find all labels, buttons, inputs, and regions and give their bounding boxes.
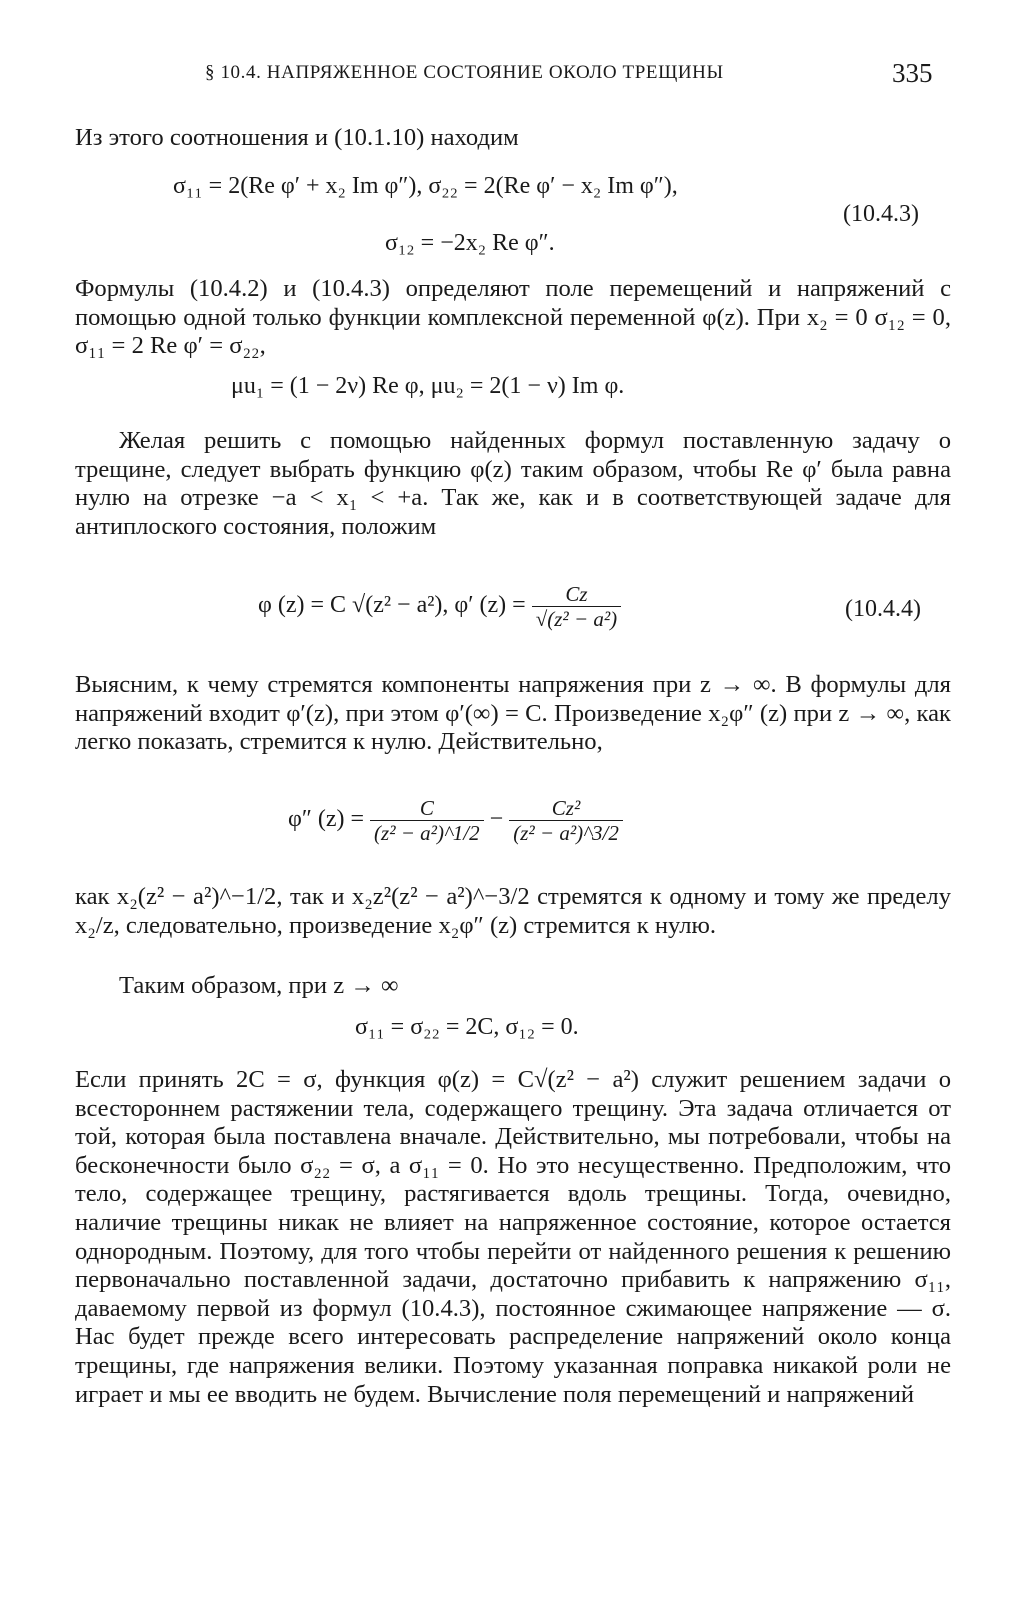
fraction-numerator: Cz²: [509, 796, 623, 821]
paragraph-limits: [75, 671, 951, 757]
fraction-denominator: (z² − a²)^1/2: [374, 821, 480, 845]
paragraph-text: Из этого соотношения и (10.1.10) находим: [75, 124, 519, 151]
paragraph-text: Таким образом, при z → ∞: [119, 972, 399, 999]
paragraph-formulas: [75, 275, 951, 361]
page-number: 335: [892, 58, 933, 88]
equation-phi-second: [288, 796, 623, 845]
paragraph-limit-argument: [75, 883, 951, 940]
equation-stresses-line1: σ₁₁ = 2(Re φ′ + x₂ Im φ″), σ₂₂ = 2(Re φ′ − x₂ Im φ″),: [173, 173, 678, 199]
paragraph-thus: [75, 972, 951, 1001]
paragraph-text: Если принять 2C = σ, функция φ(z) = C√(z² − a²) служит решением задачи о всестороннем растяжении тела, содержащего трещину. Эта задача отличается от той, которая была поставлена вначале. Действительно, мы потребовали, чтобы на бесконечности было σ₂₂ = σ, а σ₁₁ = 0. Но это несущественно. Предположим, что тело, содержащее трещину, растягивается вдоль трещины. Тогда, очевидно, наличие трещины никак не влияет на напряженное состояние, которое остается однородным. Поэтому, для того чтобы перейти от найденного решения к решению первоначально поставленной задачи, достаточно прибавить к напряжению σ₁₁, даваемому первой из формул (10.4.3), постоянное сжимающее напряжение — σ. Нас будет прежде всего интересовать распределение напряжений около конца трещины, где напряжения велики. Поэтому указанная поправка никакой роли не играет и мы ее вводить не будем. Вычисление поля перемещений и напряжений: [75, 1066, 951, 1408]
fraction-numerator: C: [370, 796, 484, 821]
paragraph-text: как x₂(z² − a²)^−1/2, так и x₂z²(z² − a²)^−3/2 стремятся к одному и тому же пределу x₂/z, следовательно, произведение x₂φ″ (z) стремится к нулю.: [75, 883, 951, 939]
fraction-denominator: (z² − a²)^3/2: [513, 821, 619, 845]
fraction: [532, 582, 621, 631]
equation-number: (10.4.3): [843, 201, 919, 227]
paragraph-crack-function: [75, 427, 951, 541]
fraction: [509, 796, 623, 845]
paragraph-text: Выясним, к чему стремятся компоненты напряжения при z → ∞. В формулы для напряжений входит φ′(z), при этом φ′(∞) = C. Произведение x₂φ″ (z) при z → ∞, как легко показать, стремится к нулю. Действительно,: [75, 671, 951, 756]
paragraph-text: Желая решить с помощью найденных формул поставленную задачу о трещине, следует выбрать функцию φ(z) таким образом, чтобы Re φ′ была равна нулю на отрезке −a < x₁ < +a. Так же, как и в соответствующей задаче для антиплоского состояния, положим: [75, 427, 951, 540]
equation-infinity-stresses: σ₁₁ = σ₂₂ = 2C, σ₁₂ = 0.: [355, 1014, 579, 1040]
minus-sign: −: [489, 806, 504, 833]
equation-number: (10.4.4): [845, 596, 921, 622]
fraction: [370, 796, 484, 845]
paragraph-text: Формулы (10.4.2) и (10.4.3) определяют поле перемещений и напряжений с помощью одной только функции комплексной переменной φ(z). При x₂ = 0 σ₁₂ = 0, σ₁₁ = 2 Re φ′ = σ₂₂,: [75, 275, 951, 360]
running-header: [0, 58, 1033, 92]
paragraph-tension: [75, 1066, 951, 1409]
fraction-denominator: √(z² − a²): [535, 607, 618, 631]
paragraph-intro: [75, 124, 951, 153]
equation-phi: [258, 582, 621, 631]
equation-stresses-line2: σ₁₂ = −2x₂ Re φ″.: [385, 230, 555, 256]
fraction-numerator: Cz: [532, 582, 621, 607]
section-title: § 10.4. НАПРЯЖЕННОЕ СОСТОЯНИЕ ОКОЛО ТРЕЩИНЫ: [205, 62, 724, 83]
equation-left: φ″ (z) =: [288, 806, 365, 833]
equation-displacements: μu₁ = (1 − 2ν) Re φ, μu₂ = 2(1 − ν) Im φ.: [231, 373, 625, 399]
equation-left: φ (z) = C √(z² − a²), φ′ (z) =: [258, 592, 526, 619]
